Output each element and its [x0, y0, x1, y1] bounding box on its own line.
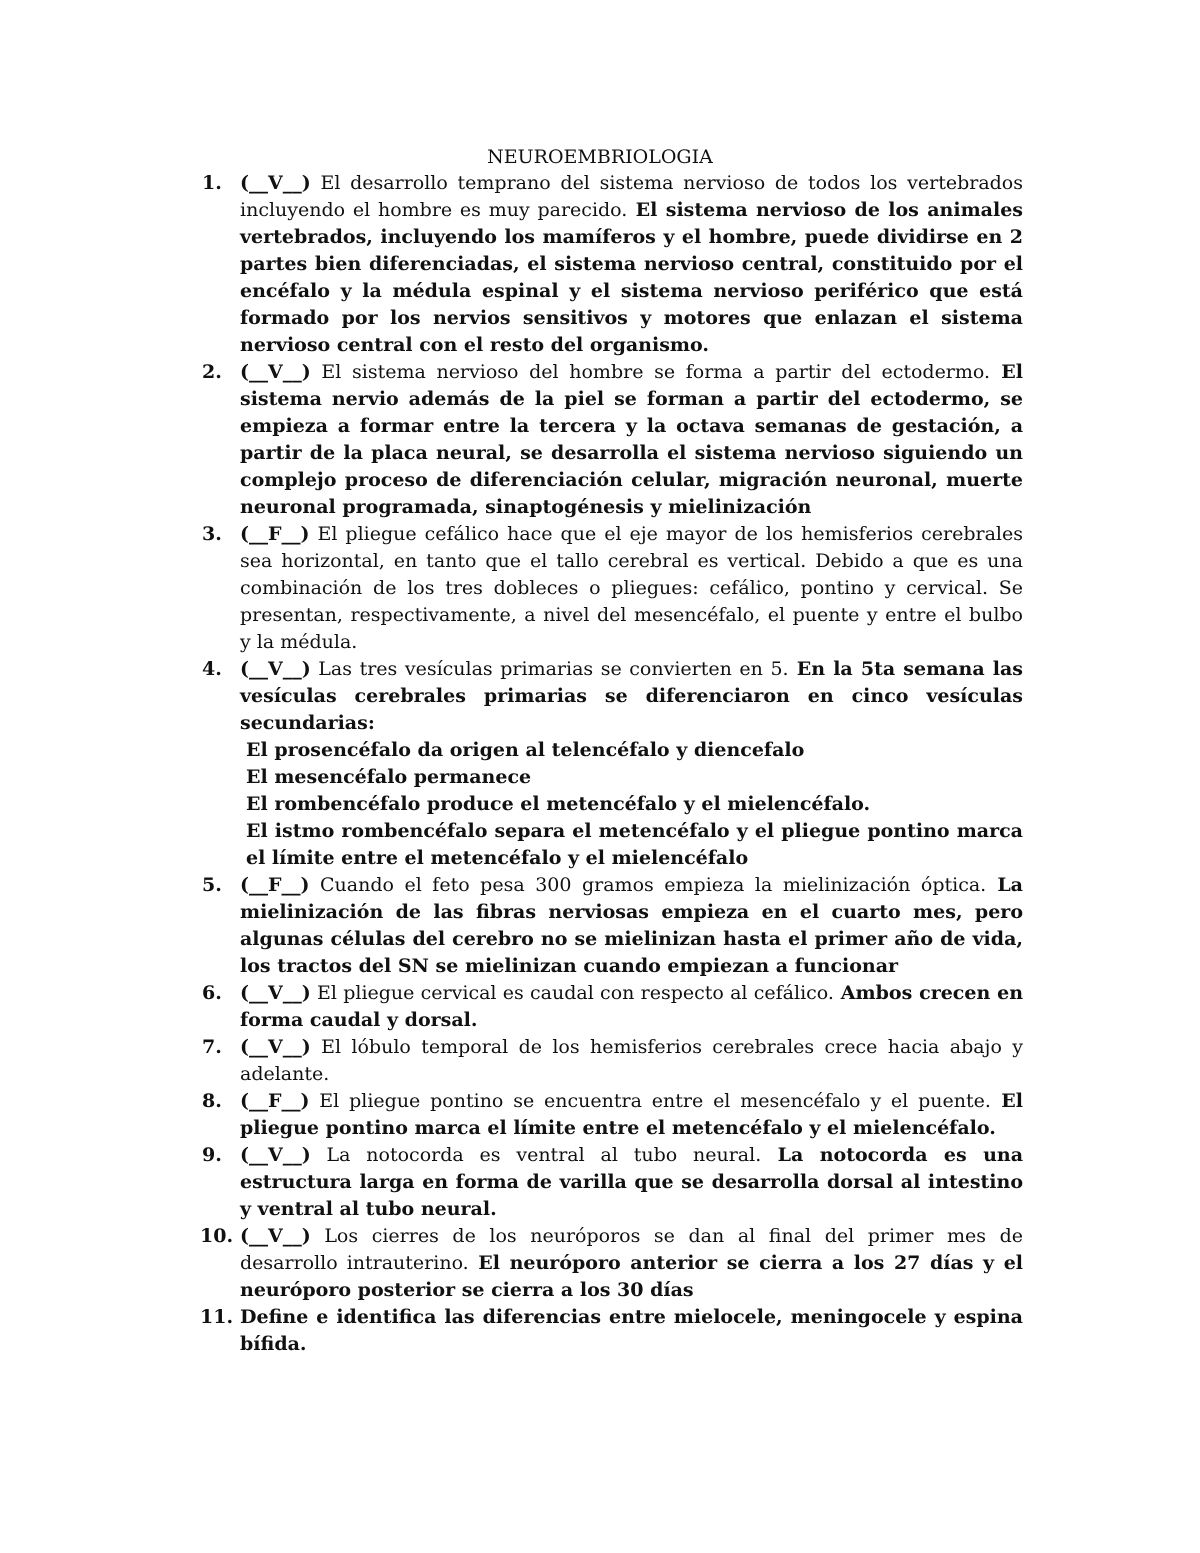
list-item — [202, 656, 1024, 872]
answer-mark: (__V__) — [240, 982, 311, 1004]
answer-text: Define e identifica las diferencias entre mielocele, meningocele y espina bífida. — [240, 1306, 1023, 1355]
answer-mark: (__V__) — [240, 658, 311, 680]
answer-mark: (__V__) — [240, 1036, 311, 1058]
item-number: 4. — [202, 658, 222, 680]
list-item — [200, 1304, 1023, 1358]
list-item — [202, 1034, 1023, 1088]
question-text: Los cierres de los neuróporos se dan al final del primer mes de desarrollo intrauterino. — [240, 1225, 1023, 1274]
list-item — [200, 1223, 1023, 1304]
list-item — [202, 521, 1023, 656]
item-number: 8. — [202, 1090, 222, 1112]
list-item — [202, 359, 1023, 521]
question-text: Las tres vesículas primarias se convierten en 5. — [310, 658, 789, 680]
item-number: 3. — [202, 523, 222, 545]
sub-item: El prosencéfalo da origen al telencéfalo y diencefalo — [246, 739, 805, 761]
sub-item: El rombencéfalo produce el metencéfalo y el mielencéfalo. — [246, 793, 871, 815]
answer-text: El pliegue pontino marca el límite entre el metencéfalo y el mielencéfalo. — [240, 1090, 1023, 1139]
question-text: El sistema nervioso del hombre se forma a partir del ectodermo. — [310, 361, 991, 383]
document-title: NEUROEMBRIOLOGIA — [487, 146, 713, 168]
item-number: 2. — [202, 361, 222, 383]
answer-mark: (__V__) — [240, 361, 311, 383]
question-text: El pliegue cefálico hace que el eje mayor de los hemisferios cerebrales sea horizontal, en tanto que el tallo cerebral es vertical. Debido a que es una combinación de los tres dobleces o pliegues: cefálico, pontino y cervical. Se presentan, respectivamente, a nivel del mesencéfalo, el puente y entre el bulbo y la médula. — [240, 523, 1023, 653]
item-number: 1. — [202, 172, 222, 194]
list-item — [202, 170, 1023, 359]
answer-text: En la 5ta semana las vesículas cerebrales primarias se diferenciaron en cinco vesículas secundarias: — [240, 658, 1024, 734]
sub-item: El istmo rombencéfalo separa el metencéfalo y el pliegue pontino marca el límite entre el metencéfalo y el mielencéfalo — [246, 820, 1023, 869]
answer-mark: (__F__) — [240, 523, 310, 545]
answer-text: Ambos crecen en forma caudal y dorsal. — [240, 982, 1024, 1031]
list-item — [202, 872, 1023, 980]
answer-mark: (__V__) — [240, 1225, 311, 1247]
item-number: 6. — [202, 982, 222, 1004]
item-number: 10. — [200, 1225, 234, 1247]
question-text: Cuando el feto pesa 300 gramos empieza la mielinización óptica. — [309, 874, 987, 896]
item-number: 5. — [202, 874, 222, 896]
question-text: El pliegue cervical es caudal con respecto al cefálico. — [310, 982, 834, 1004]
answer-mark: (__V__) — [240, 172, 311, 194]
item-number: 11. — [200, 1306, 234, 1328]
list-item — [202, 980, 1024, 1034]
item-number: 9. — [202, 1144, 222, 1166]
answer-text: La mielinización de las fibras nerviosas empieza en el cuarto mes, pero algunas células del cerebro no se mielinizan hasta el primer año de vida, los tractos del SN se mielinizan cuando empiezan a funcionar — [240, 874, 1023, 977]
answer-mark: (__F__) — [240, 1090, 310, 1112]
list-item — [202, 1088, 1023, 1142]
question-text: La notocorda es ventral al tubo neural. — [310, 1144, 762, 1166]
answer-mark: (__V__) — [240, 1144, 311, 1166]
list-item — [202, 1142, 1024, 1223]
item-number: 7. — [202, 1036, 222, 1058]
answer-text: El neuróporo anterior se cierra a los 27 días y el neuróporo posterior se cierra a los 30 días — [240, 1252, 1023, 1301]
answer-text: La notocorda es una estructura larga en forma de varilla que se desarrolla dorsal al intestino y ventral al tubo neural. — [240, 1144, 1024, 1220]
question-list — [200, 170, 1024, 1358]
question-text: El pliegue pontino se encuentra entre el mesencéfalo y el puente. — [309, 1090, 991, 1112]
answer-text: El sistema nervioso de los animales vertebrados, incluyendo los mamíferos y el hombre, puede dividirse en 2 partes bien diferenciadas, el sistema nervioso central, constituido por el encéfalo y la médula espinal y el sistema nervioso periférico que está formado por los nervios sensitivos y motores que enlazan el sistema nervioso central con el resto del organismo. — [240, 199, 1023, 356]
sub-item: El mesencéfalo permanece — [246, 766, 532, 788]
answer-mark: (__F__) — [240, 874, 310, 896]
question-text: El desarrollo temprano del sistema nervioso de todos los vertebrados incluyendo el hombre es muy parecido. — [240, 172, 1023, 221]
answer-text: El sistema nervio además de la piel se forman a partir del ectodermo, se empieza a formar entre la tercera y la octava semanas de gestación, a partir de la placa neural, se desarrolla el sistema nervioso siguiendo un complejo proceso de diferenciación celular, migración neuronal, muerte neuronal programada, sinaptogénesis y mielinización — [240, 361, 1023, 518]
question-text: El lóbulo temporal de los hemisferios cerebrales crece hacia abajo y adelante. — [240, 1036, 1023, 1085]
